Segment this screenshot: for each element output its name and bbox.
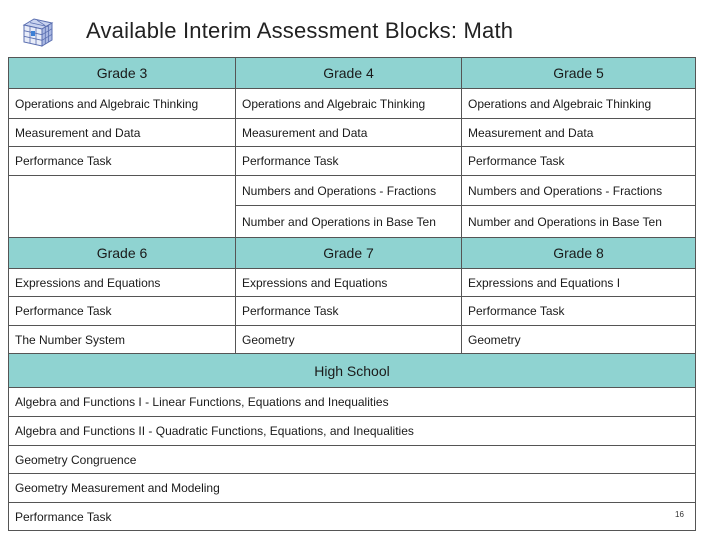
table-row [9, 503, 696, 531]
table-cell: Measurement and Data [9, 119, 236, 147]
table-cell: Performance Task [236, 147, 462, 176]
table-cell: Measurement and Data [462, 119, 696, 147]
grades-3-5-table [8, 57, 696, 238]
table-cell: Expressions and Equations [236, 269, 462, 297]
table-cell: Geometry [462, 326, 696, 354]
grade-6-header: Grade 6 [9, 238, 236, 269]
table-cell: Geometry [236, 326, 462, 354]
table-cell: Geometry Measurement and Modeling [9, 474, 696, 503]
table-row [9, 446, 696, 474]
table-row [9, 119, 696, 147]
table-row [9, 89, 696, 119]
table-row [9, 474, 696, 503]
table-cell: Performance Task [462, 297, 696, 326]
table-row [9, 269, 696, 297]
table-row [9, 326, 696, 354]
table-cell: Performance Task [9, 147, 236, 176]
table-cell: Expressions and Equations [9, 269, 236, 297]
table-cell: Operations and Algebraic Thinking [9, 89, 236, 119]
table-cell: Performance Task [236, 297, 462, 326]
table-row [9, 417, 696, 446]
table-cell: Geometry Congruence [9, 446, 696, 474]
grade-3-header: Grade 3 [9, 58, 236, 89]
table-cell: Algebra and Functions I - Linear Functions, Equations and Inequalities [9, 388, 696, 417]
table-cell: Performance Task [9, 297, 236, 326]
table-cell: Operations and Algebraic Thinking [236, 89, 462, 119]
table-row [9, 147, 696, 176]
table-cell: Operations and Algebraic Thinking [462, 89, 696, 119]
table-row [9, 297, 696, 326]
high-school-header: High School [9, 354, 696, 388]
table-cell: Algebra and Functions II - Quadratic Functions, Equations, and Inequalities [9, 417, 696, 446]
grade-7-header: Grade 7 [236, 238, 462, 269]
table-cell: Performance Task [9, 503, 696, 531]
empty-cell [9, 176, 236, 238]
page-number: 16 [675, 510, 684, 519]
table-cell: Numbers and Operations - Fractions [236, 176, 462, 206]
cube-logo-icon [20, 17, 54, 47]
grade-4-header: Grade 4 [236, 58, 462, 89]
table-cell: Measurement and Data [236, 119, 462, 147]
table-cell: Number and Operations in Base Ten [236, 206, 462, 238]
grade-8-header: Grade 8 [462, 238, 696, 269]
high-school-table [8, 353, 696, 531]
table-cell: Number and Operations in Base Ten [462, 206, 696, 238]
grade-5-header: Grade 5 [462, 58, 696, 89]
table-cell: Expressions and Equations I [462, 269, 696, 297]
table-cell: Numbers and Operations - Fractions [462, 176, 696, 206]
table-cell: The Number System [9, 326, 236, 354]
table-cell: Performance Task [462, 147, 696, 176]
table-row [9, 176, 696, 206]
page-title: Available Interim Assessment Blocks: Math [86, 18, 514, 43]
grades-6-8-table [8, 237, 696, 354]
table-row [9, 388, 696, 417]
